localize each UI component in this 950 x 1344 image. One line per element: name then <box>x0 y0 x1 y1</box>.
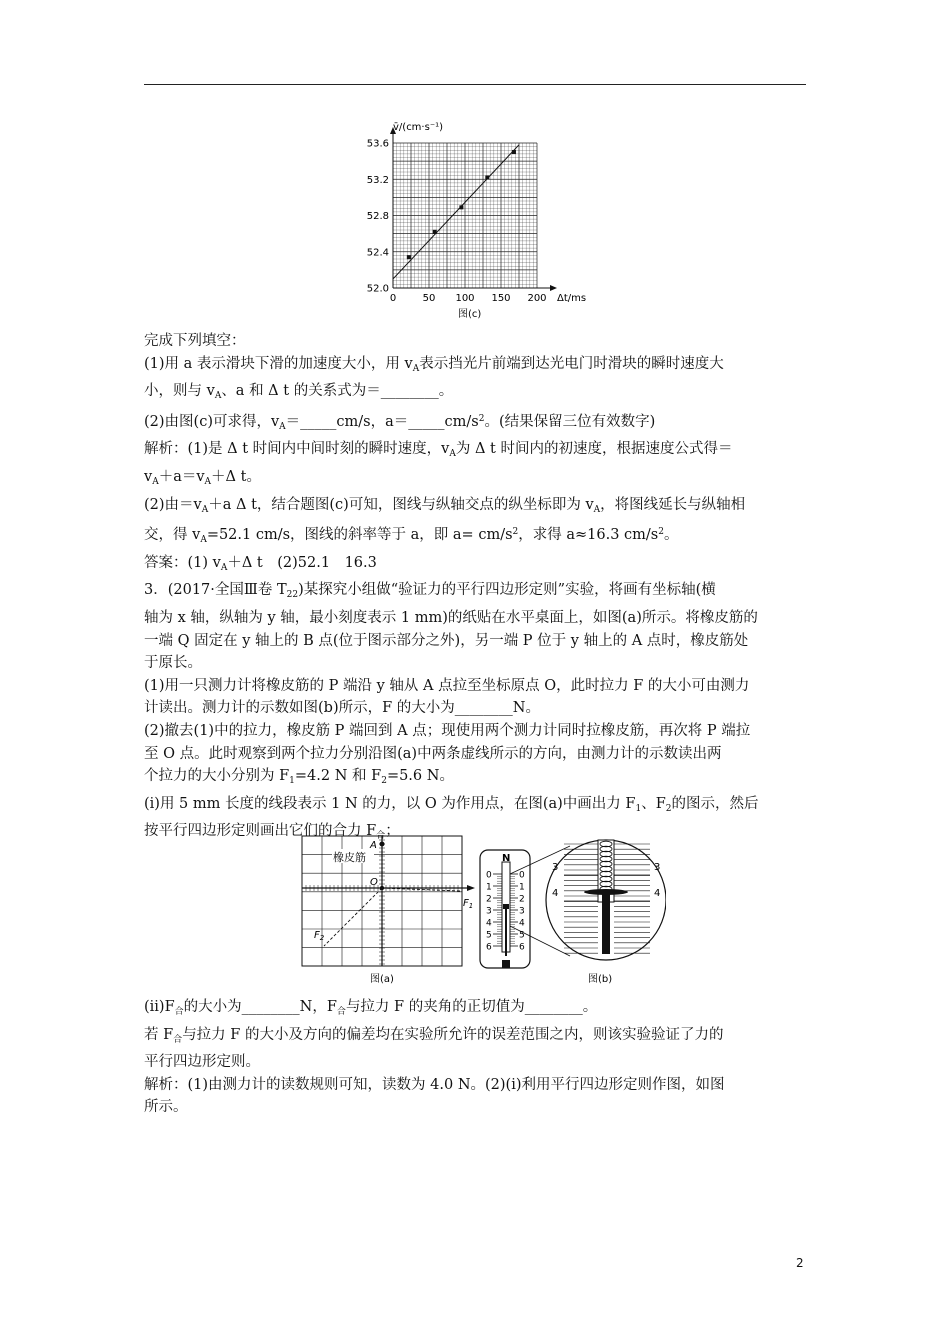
unit-n: N <box>502 853 511 864</box>
chart-c <box>355 118 605 328</box>
indicator <box>503 904 509 909</box>
scale-label-left: 0 <box>486 870 492 881</box>
chart-ylabel: v̄/(cm·s⁻¹) <box>393 122 444 133</box>
scale-label-left: 1 <box>486 882 492 893</box>
scale-label-left: 5 <box>486 930 492 941</box>
label-f2: $F_2$ <box>314 930 325 942</box>
scale-label-right: 4 <box>519 918 525 929</box>
problem-3-qi: (ⅰ)用 5 mm 长度的线段表示 1 N 的力，以 O 为作用点，在图(a)中画出力 $F_1$、$F_2$的图示，然后 <box>144 795 759 814</box>
x-tick-label: 50 <box>422 293 436 304</box>
scale-label-left: 4 <box>486 918 492 929</box>
svg-text:4: 4 <box>552 888 559 899</box>
x-axis-arrow <box>467 885 475 891</box>
scale-label-left: 2 <box>486 894 492 905</box>
dashed-line-f2 <box>324 888 382 946</box>
label-rubber-band: 橡皮筋 <box>333 851 366 864</box>
chart-tick-labels <box>367 139 547 305</box>
data-point <box>512 150 516 154</box>
part-2-text: 完成下列填空： (1)用 a 表示滑块下滑的加速度大小，用 $v_A$表示挡光片前端到达光电门时滑块的瞬时速度大 小，则与 $v_A$、a 和 Δ t 的关系式为＝________。 (2)由图(c)可求得，$v_A=\_\_\_\_\_cm/s$，$a=\_\_\_\_\_cm/s^2$。(结果保留三位有效数字) 解析：(1)是 Δ t 时间内中间时刻的瞬时速度，$v_A$为 Δ t 时间内的初速度，根据速度公式得＝ $v_A+a=v_A+\Delta$ t。 (2)由$=v_A+a$ Δ t，结合题图(c)可知，图线与纵轴交点的纵坐标即为 $v_A$，将图线延长与纵轴相 交，得 $v_A=52.1$ cm/s，图线的斜率等于 a，即 $a= cm/s^2$，求得 a≈16.3 $cm/s^2$。 答案：(1) $v_A+\Delta$ t (2)52.1 16.3 3．(2017·全国Ⅲ卷 $T_{22}$)某探究小组做“验证力的平行四边形定则”实验，将画有坐标轴(横 轴为 x 轴，纵轴为 y 轴，最小刻度表示 1 mm)的纸贴在水平桌面上，如图(a)所示。将橡皮筋的 一端 Q 固定在 y 轴上的 B 点(位于图示部分之外)，另一端 P 位于 y 轴上的 A 点时，橡皮筋处 于原长。 (1)用一只测力计将橡皮筋的 P 端沿 y 轴从 A 点拉至坐标原点 O，此时拉力 F 的大小可由测力 计读出。测力计的示数如图(b)所示，F 的大小为________N。 (2)撤去(1)中的拉力，橡皮筋 P 端回到 A 点；现使用两个测力计同时拉橡皮筋，再次将 P 端拉 至 O 点。此时观察到两个拉力分别沿图(a)中两条虚线所示的方向，由测力计的示数读出两 个拉力的大小分别为 $F_1=4.2$ N 和 $F_2=5.6$ N。 (ⅰ)用 5 mm 长度的线段表示 1 N 的力，以 O 为作用点，在图(a)中画出力 $F_1$、$F_2$的图示，然后 按平行四边形定则画出它们的合力 $F_合$； <box>144 330 808 848</box>
chart-xlabel: Δt/ms <box>557 293 587 304</box>
data-point <box>485 175 489 179</box>
svg-text:3: 3 <box>552 862 559 873</box>
scale-label-right: 0 <box>519 870 525 881</box>
problem-3-q1: (1)用一只测力计将橡皮筋的 P 端沿 y 轴从 A 点拉至坐标原点 O，此时拉力 F 的大小可由测力 <box>144 677 750 694</box>
question-1: (1)用 a 表示滑块下滑的加速度大小，用 $v_A$表示挡光片前端到达光电门时滑块的瞬时速度大 <box>144 355 724 374</box>
chart-caption: 图(c) <box>458 309 482 320</box>
answer: 答案：(1) $v_A+\Delta$ t (2)52.1 16.3 <box>144 554 377 573</box>
chart-grid <box>393 143 537 288</box>
data-point <box>459 205 463 209</box>
figure-b <box>478 834 666 994</box>
y-tick-label: 52.4 <box>366 247 389 259</box>
fill-title: 完成下列填空： <box>144 333 246 349</box>
analysis-1: 解析：(1)是 Δ t 时间内中间时刻的瞬时速度，$v_A$为 Δ t 时间内的初速度，根据速度公式得＝ <box>144 441 733 460</box>
y-tick-label: 53.6 <box>366 138 389 150</box>
svg-text:3: 3 <box>654 862 661 873</box>
y-tick-label: 52.0 <box>366 283 389 295</box>
problem-3: 3．(2017·全国Ⅲ卷 $T_{22}$)某探究小组做“验证力的平行四边形定则”实验，将画有坐标轴(横 <box>144 582 716 601</box>
scale-label-right: 6 <box>519 942 525 953</box>
x-tick-label: 150 <box>491 293 511 304</box>
x-tick-label: 100 <box>455 293 475 304</box>
data-point <box>407 255 411 259</box>
scale-label-right: 1 <box>519 882 525 893</box>
question-2: (2)由图(c)可求得，$v_A=\_\_\_\_\_cm/s$，$a=\_\_\_\_\_cm/s^2$。(结果保留三位有效数字) <box>144 413 656 432</box>
scale-label-left: 6 <box>486 942 492 953</box>
label-f1: $F_1$ <box>463 898 474 910</box>
part-3-text: $(ⅱ)F_合$的大小为________N，$F_合$与拉力 F 的夹角的正切值为________。 若 $F_合$与拉力 F 的大小及方向的偏差均在实验所允许的误差范围之内，则该实验验证了力的 平行四边形定则。 解析：(1)由测力计的读数规则可知，读数为 4.0 N。(2)(ⅰ)利用平行四边形定则作图，如图 所示。 <box>144 996 808 1119</box>
y-tick-label: 53.2 <box>366 174 389 186</box>
analysis-3: 解析：(1)由测力计的读数规则可知，读数为 4.0 N。(2)(ⅰ)利用平行四边形定则作图，如图 <box>144 1076 725 1093</box>
x-tick-label: 200 <box>527 293 547 304</box>
scale-bottom-hook <box>502 960 510 968</box>
chart-axes <box>390 127 557 291</box>
svg-text:4: 4 <box>654 888 661 899</box>
label-o: O <box>370 877 378 888</box>
caption-b: 图(b) <box>588 974 613 985</box>
figure-a <box>300 834 478 994</box>
analysis-2: (2)由$=v_A+a$ Δ t，结合题图(c)可知，图线与纵轴交点的纵坐标即为 $v_A$，将图线延长与纵轴相 <box>144 496 746 515</box>
problem-3-q2: (2)撤去(1)中的拉力，橡皮筋 P 端回到 A 点；现使用两个测力计同时拉橡皮筋，再次将 P 端拉 <box>144 722 751 739</box>
x-tick-label: 0 <box>389 293 397 304</box>
data-point <box>433 230 437 234</box>
page-number: 2 <box>796 1256 804 1270</box>
scale-label-right: 2 <box>519 894 525 905</box>
header-rule <box>144 84 806 85</box>
label-a: A <box>370 840 377 851</box>
point-a <box>380 842 385 847</box>
y-tick-label: 52.8 <box>366 211 389 222</box>
scale-label-right: 5 <box>519 930 525 941</box>
caption-a: 图(a) <box>370 974 394 985</box>
scale-label-left: 3 <box>486 906 492 917</box>
scale-label-right: 3 <box>519 906 525 917</box>
